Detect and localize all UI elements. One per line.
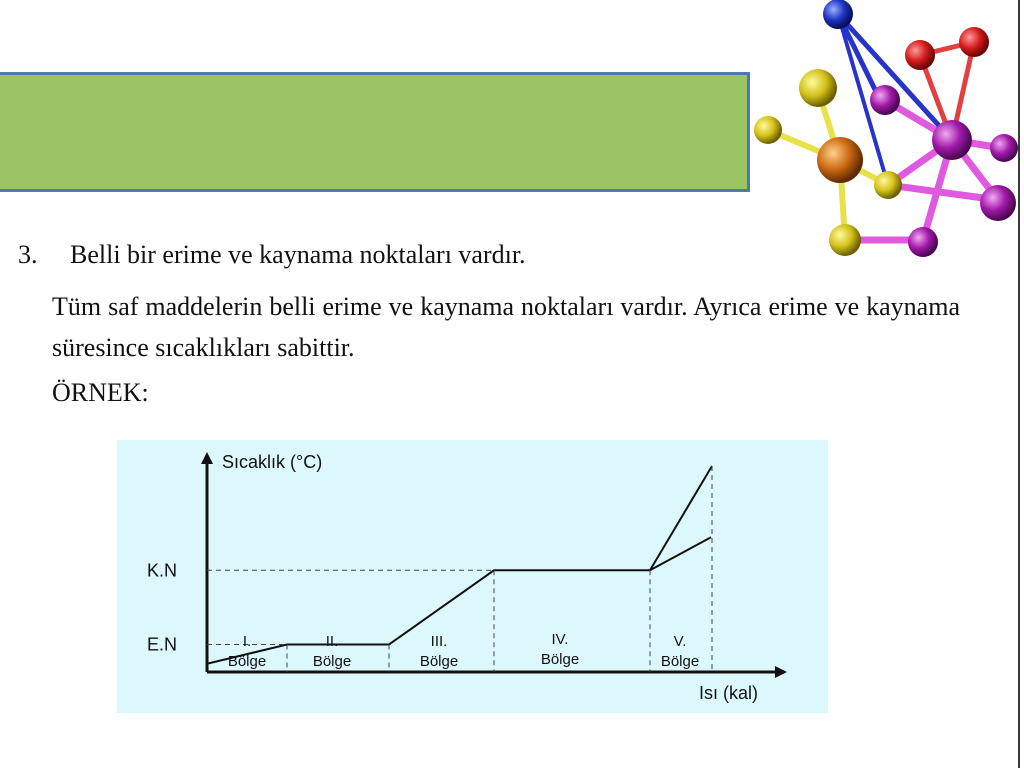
molecule-illustration xyxy=(740,0,1024,275)
region-sublabel: Bölge xyxy=(227,653,267,670)
example-label: ÖRNEK: xyxy=(52,378,149,407)
region-sublabel: Bölge xyxy=(660,653,700,670)
x-axis-label: Isı (kal) xyxy=(699,683,759,703)
region-label: V. xyxy=(673,633,687,650)
region-label: III. xyxy=(430,633,448,650)
region-sublabel: Bölge xyxy=(540,651,580,668)
region-sublabel: Bölge xyxy=(312,653,352,670)
chart-canvas xyxy=(117,440,828,713)
region-label: IV. xyxy=(551,631,569,648)
y-axis-arrow xyxy=(201,452,213,464)
list-item-number: 3. xyxy=(18,240,38,269)
region-label: I. xyxy=(242,633,252,650)
y-tick-label: K.N xyxy=(147,560,178,581)
title-bar xyxy=(0,72,750,192)
region-sublabel: Bölge xyxy=(419,653,459,670)
x-axis-arrow xyxy=(775,666,787,678)
region-label: II. xyxy=(325,633,339,650)
heating-curve-chart xyxy=(117,440,828,713)
list-item-heading: Belli bir erime ve kaynama noktaları vardır. xyxy=(70,240,526,269)
y-tick-label: E.N xyxy=(147,634,178,655)
y-axis-label: Sıcaklık (°C) xyxy=(222,452,323,472)
body-paragraph: Tüm saf maddelerin belli erime ve kaynama noktaları vardır. Ayrıca erime ve kaynama süresince sıcaklıkları sabittir. xyxy=(52,292,960,362)
